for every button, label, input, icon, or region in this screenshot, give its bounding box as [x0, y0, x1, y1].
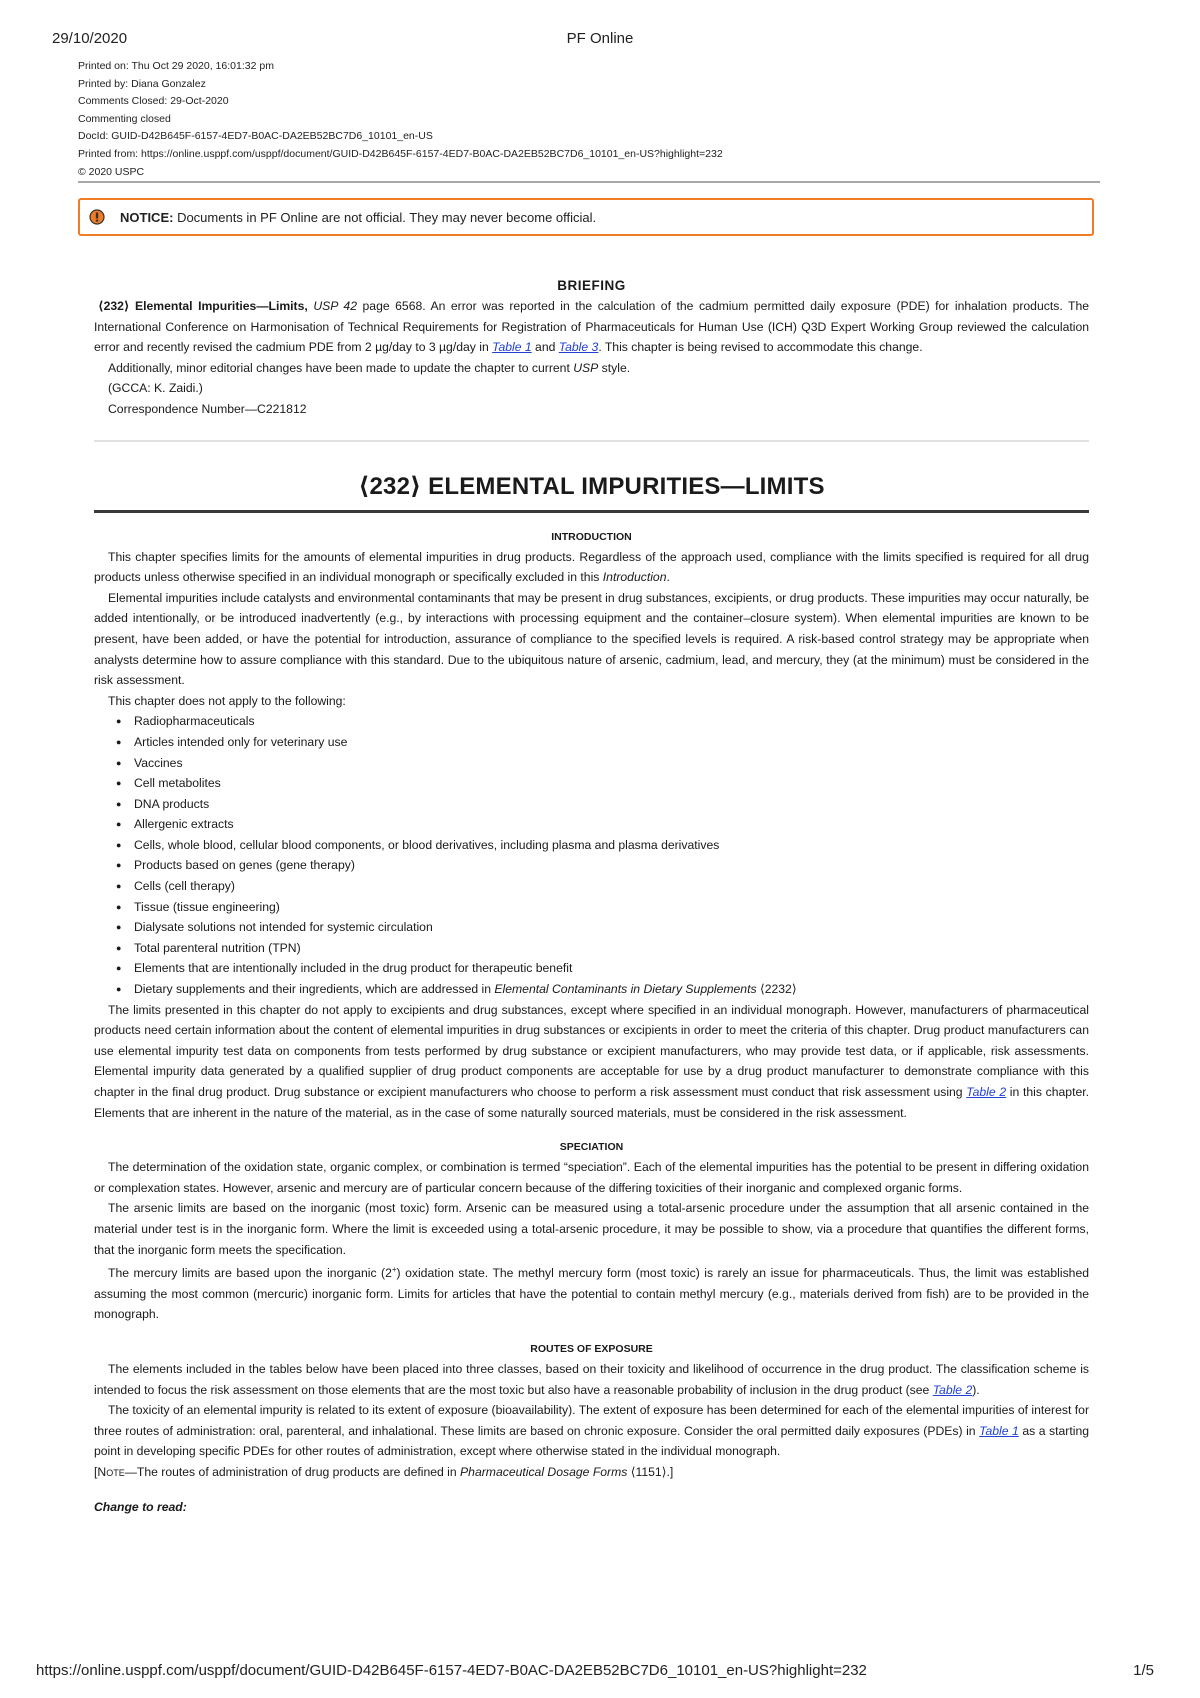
print-footer — [0, 1660, 1200, 1684]
table-2-link[interactable]: Table 2 — [966, 1085, 1007, 1099]
intro-paragraph: This chapter does not apply to the following: — [108, 693, 346, 708]
list-item: ● DNA products — [134, 794, 1089, 815]
document-body — [94, 276, 1089, 1517]
printed-on: Printed on: Thu Oct 29 2020, 16:01:32 pm — [78, 60, 274, 72]
list-item: ● Total parenteral nutrition (TPN) — [134, 938, 1089, 959]
routes-note: [Note—The routes of administration of drug products are defined in Pharmaceutical Dosage Forms ⟨1151⟩.] — [94, 1464, 674, 1479]
intro-paragraph: Elemental impurities include catalysts and environmental contaminants that may be present in drug substances, excipients, or drug products. These impurities may occur naturally, be added intentionally, or be introduced inadvertently (e.g., by interactions with processing equipment and the container–closure system). When elemental impurities are known to be present, have been added, or have the potential for introduction, assurance of compliance to the specified levels is required. A risk-based control strategy may be appropriate when analysts determine how to assure compliance with this standard. Due to the ubiquitous nature of arsenic, cadmium, lead, and mercury, they (at the minimum) must be considered in the risk assessment. — [94, 590, 1089, 688]
footer-url: https://online.usppf.com/usppf/document/GUID-D42B645F-6157-4ED7-B0AC-DA2EB52BC7D6_10101_en-US?highlight=232 — [36, 1662, 867, 1679]
routes-paragraph: The toxicity of an elemental impurity is related to its extent of exposure (bioavailability). The extent of exposure has been determined for each of the elemental impurities of interest for three routes of administration: oral, parenteral, and inhalational. These limits are based on chronic exposure. Consider the oral permitted daily exposures (PDEs) in Table 1 as a starting point in developing specific PDEs for other routes of administration, except where otherwise stated in the individual monograph. — [94, 1403, 1090, 1459]
table-2-link[interactable]: Table 2 — [932, 1382, 973, 1397]
speciation-paragraph: The determination of the oxidation state, organic complex, or combination is termed “speciation”. Each of the elemental impurities has the potential to be present in differing oxidation or complexation states. However, arsenic and mercury are of particular concern because of the differing toxicities of their inorganic and complexed organic forms. — [94, 1160, 1089, 1195]
list-item: ● Cells (cell therapy) — [134, 876, 1089, 897]
table-1-link[interactable]: Table 1 — [979, 1423, 1019, 1438]
chapter-title: ⟨232⟩ ELEMENTAL IMPURITIES—LIMITS — [358, 472, 825, 500]
list-item: ● Dialysate solutions not intended for systemic circulation — [134, 917, 1089, 938]
printed-by: Printed by: Diana Gonzalez — [78, 77, 206, 90]
routes-paragraph: The elements included in the tables below have been placed into three classes, based on their toxicity and likelihood of occurrence in the drug product. The classification scheme is intended to focus the risk assessment on those elements that are the most toxic but also have a reasonable probability of inclusion in the drug product (see Table 2). — [94, 1362, 1089, 1397]
introduction-heading: INTRODUCTION — [551, 530, 632, 543]
list-item: ● Cell metabolites — [134, 773, 1089, 794]
notice-banner — [78, 198, 1094, 236]
alert-icon — [89, 209, 105, 225]
intro-paragraph: This chapter specifies limits for the amounts of elemental impurities in drug products. Regardless of the approach used, compliance with the limits specified is required for all drug products unless otherwise specified in an individual monograph or specifically excluded in this Introduction. — [94, 549, 1089, 585]
list-item: ● Dietary supplements and their ingredients, which are addressed in Elemental Contaminants in Dietary Supplements ⟨2232⟩ — [134, 979, 1089, 1000]
chapter-title-rule — [94, 510, 1089, 513]
speciation-paragraph: The arsenic limits are based on the inorganic (most toxic) form. Arsenic can be measured using a total-arsenic procedure under the assumption that all arsenic contained in the material under test is in the inorganic form. Where the limit is exceeded using a total-arsenic procedure, it may be possible to show, via a procedure that quantifies the different forms, that the inorganic form meets the specification. — [94, 1201, 1089, 1257]
list-item: ● Vaccines — [134, 753, 1089, 774]
printed-from: Printed from: https://online.usppf.com/usppf/document/GUID-D42B645F-6157-4ED7-B0AC-DA2EB52BC7D6_10101_en-US?highlight=232 — [78, 147, 723, 160]
page-number: 1/5 — [1133, 1662, 1154, 1679]
briefing-paragraph: Additionally, minor editorial changes have been made to update the chapter to current USP style. — [108, 360, 631, 375]
briefing-chapter-ref: ⟨232⟩ Elemental Impurities—Limits, — [98, 299, 308, 313]
copyright: © 2020 USPC — [78, 165, 145, 178]
intro-paragraph: The limits presented in this chapter do not apply to excipients and drug substances, except where specified in an individual monograph. However, manufacturers of pharmaceutical products need certain information about the content of elemental impurities in drug substances or excipients in order to meet the criteria of this chapter. Drug product manufacturers can use elemental impurity test data on components from tests performed by drug substance or excipient manufacturers, who may provide test data, or if applicable, risk assessments. Elemental impurity data generated by a qualified supplier of drug product components are acceptable for use by a drug product manufacturer to demonstrate compliance with this chapter in the final drug product. Drug substance or excipient manufacturers who choose to perform a risk assessment must conduct that risk assessment using Table 2 in this chapter. Elements that are inherent in the nature of the material, as in the case of some naturally sourced materials, must be considered in the risk assessment. — [94, 1002, 1090, 1120]
routes-heading: ROUTES OF EXPOSURE — [530, 1343, 653, 1355]
list-item: ● Products based on genes (gene therapy) — [134, 855, 1089, 876]
briefing-divider — [94, 440, 1089, 442]
table-3-link[interactable]: Table 3 — [558, 340, 599, 355]
speciation-heading: SPECIATION — [559, 1141, 624, 1154]
list-item: ● Elements that are intentionally included in the drug product for therapeutic benefit — [134, 958, 1089, 979]
header-divider — [78, 181, 1100, 183]
notice-text: Documents in PF Online are not official. They may never become official. — [173, 210, 597, 225]
list-item: ● Cells, whole blood, cellular blood components, or blood derivatives, including plasma and plasma derivatives — [134, 835, 1089, 856]
print-date: 29/10/2020 — [52, 30, 128, 47]
note-label: Note — [97, 1464, 125, 1479]
comments-closed: Comments Closed: 29-Oct-2020 — [78, 95, 229, 108]
list-item: ● Articles intended only for veterinary use — [134, 732, 1089, 753]
change-to-read: Change to read: — [94, 1499, 187, 1514]
commenting-status: Commenting closed — [78, 112, 171, 125]
table-1-link[interactable]: Table 1 — [492, 340, 532, 355]
print-header — [0, 28, 1200, 52]
briefing-gcca: (GCCA: K. Zaidi.) — [108, 381, 203, 396]
print-metadata — [78, 58, 723, 181]
list-item: ● Tissue (tissue engineering) — [134, 897, 1089, 918]
site-title: PF Online — [566, 30, 634, 47]
briefing-correspondence: Correspondence Number—C221812 — [108, 401, 307, 416]
exclusions-list — [94, 711, 1089, 999]
list-item: ● Allergenic extracts — [134, 814, 1089, 835]
briefing-paragraph: ⟨232⟩ Elemental Impurities—Limits, USP 42 page 6568. An error was reported in the calculation of the cadmium permitted daily exposure (PDE) for inhalation products. The International Conference on Harmonisation of Technical Requirements for Registration of Pharmaceuticals for Human Use (ICH) Q3D Expert Working Group reviewed the calculation error and recently revised the cadmium PDE from 2 µg/day to 3 µg/day in Table 1 and Table 3. This chapter is being revised to accommodate this change. — [94, 299, 1089, 355]
doc-id: DocId: GUID-D42B645F-6157-4ED7-B0AC-DA2EB52BC7D6_10101_en-US — [78, 130, 433, 143]
notice-label: NOTICE: — [120, 210, 174, 225]
list-item: ● Radiopharmaceuticals — [134, 711, 1089, 732]
speciation-paragraph: The mercury limits are based upon the inorganic (2+) oxidation state. The methyl mercury form (most toxic) is rarely an issue for pharmaceuticals. Thus, the limit was established assuming the most common (mercuric) inorganic form. Limits for articles that have the potential to contain methyl mercury (e.g., materials derived from fish) are to be provided in the monograph. — [94, 1265, 1090, 1322]
briefing-heading: BRIEFING — [557, 278, 626, 293]
